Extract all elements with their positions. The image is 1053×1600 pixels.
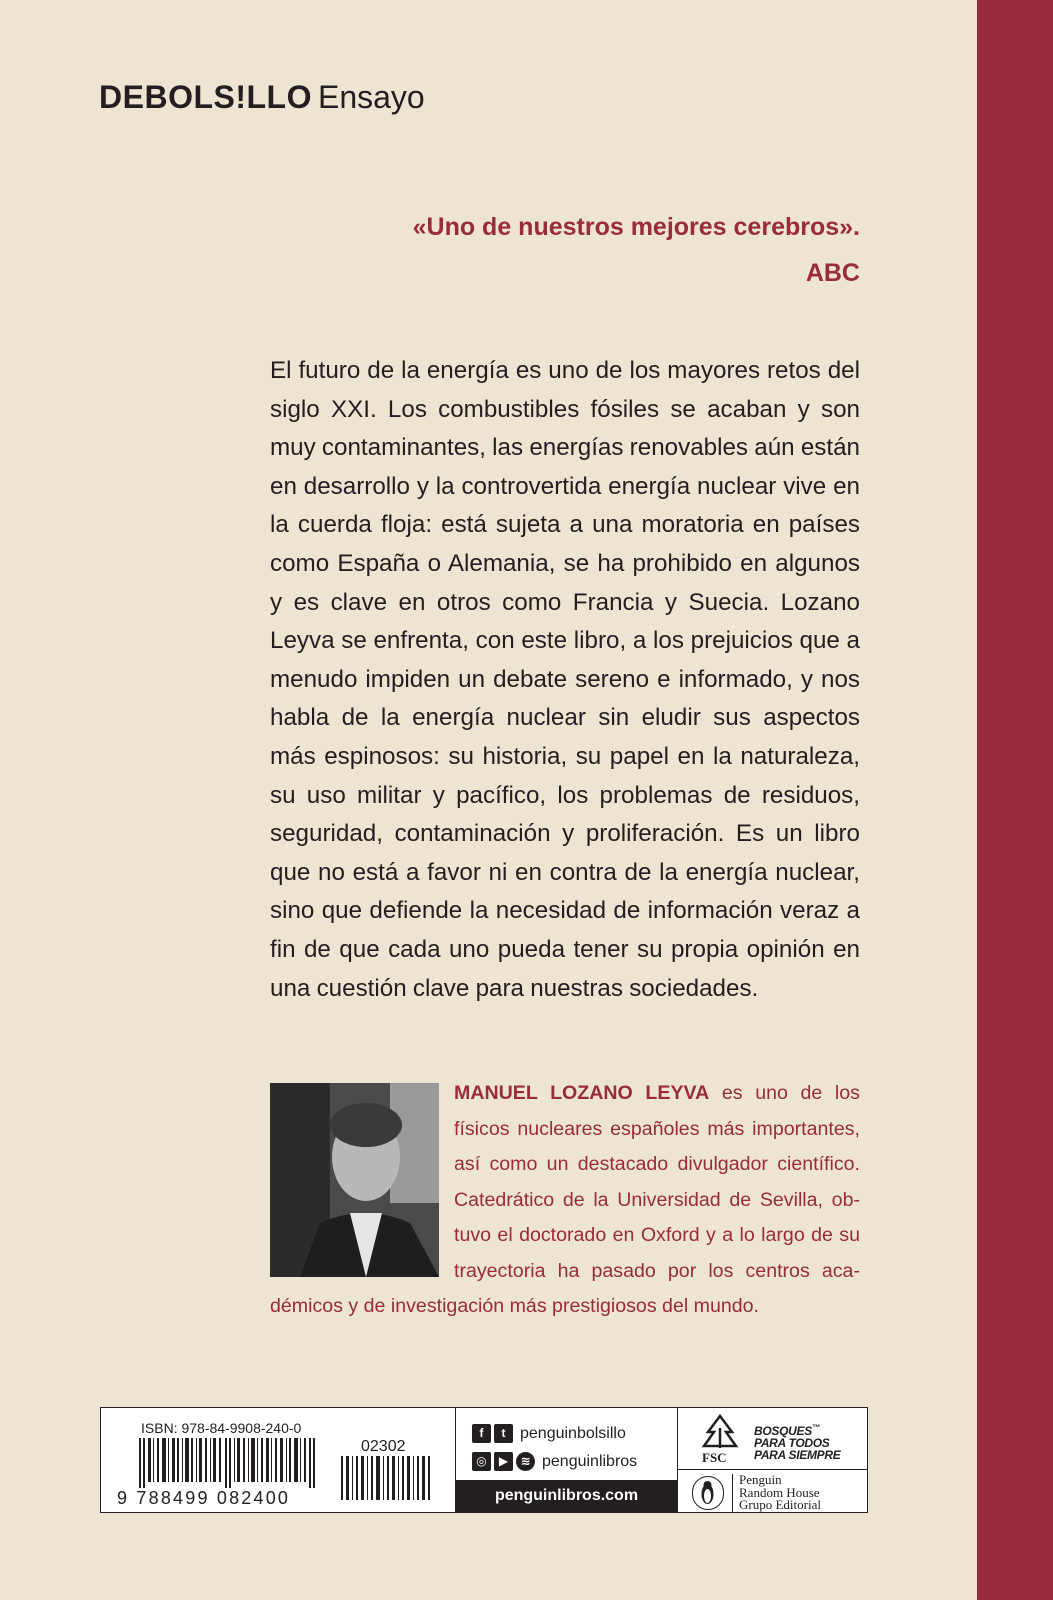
prh-logo xyxy=(678,1470,867,1514)
facebook-icon[interactable]: f xyxy=(472,1424,491,1443)
prh-line-3: Grupo Editorial xyxy=(739,1497,821,1512)
handle-penguinbolsillo[interactable]: penguinbolsillo xyxy=(520,1424,626,1442)
publisher-brand xyxy=(99,78,425,116)
prh-wordmark xyxy=(732,1474,821,1512)
barcode-main xyxy=(139,1438,339,1488)
quote-source: ABC xyxy=(805,259,860,287)
book-blurb: El futuro de la energía es uno de los mayores retos del siglo XXI. Los combustibles fósiles se acaban y son muy contaminantes, las energías renovables aún están en desarrollo y la controvertida energía nuclear vive en la cuerda floja: está sujeta a una moratoria en países como España o Alemania, se ha prohibido en algunos y es clave en otros como Francia y Suecia. Lozano Leyva se enfrenta, con este libro, a los prejuicios que a menudo impiden un debate sereno e informado, y nos habla de la energía nuclear sin eludir sus aspectos más espinosos: su historia, su papel en la naturaleza, su uso militar y pacífico, los problemas de residuos, seguridad, contaminación y proliferación. Es un libro que no está a favor ni en contra de la energía nuclear, sino que defiende la necesidad de información veraz a fin de que cada uno pueda tener su propia opinión en una cuestión clave para nuestras sociedades. xyxy=(270,357,860,1002)
fsc-slogan-line-3: PARA SIEMPRE xyxy=(754,1448,841,1462)
author-bio-text: es uno de los físicos nucleares españoles más importantes, así como un destacado divulgador científico. Catedrático de la Universidad de Sevilla, obtuvo el doctorado en Oxford y a lo largo de su trayectoria ha pasado por los centros académicos y de investigación más prestigiosos del mundo. xyxy=(270,1082,860,1317)
author-name: MANUEL LOZANO LEYVA xyxy=(454,1082,710,1104)
press-quote xyxy=(260,204,860,296)
trademark-symbol: ™ xyxy=(811,1423,820,1432)
ean-number: 9 788499 082400 xyxy=(117,1488,291,1508)
prh-line-1: Penguin xyxy=(739,1472,782,1487)
fsc-logo xyxy=(678,1408,867,1470)
info-box xyxy=(100,1407,868,1513)
series-label: Ensayo xyxy=(317,79,425,115)
social-panel xyxy=(456,1408,678,1512)
handle-penguinlibros[interactable]: penguinlibros xyxy=(542,1452,638,1470)
social-row-libros xyxy=(472,1452,637,1471)
author-bio xyxy=(270,1076,860,1325)
website-link[interactable]: penguinlibros.com xyxy=(456,1480,677,1512)
barcode-addon xyxy=(341,1456,441,1500)
logos-panel xyxy=(678,1408,867,1512)
spotify-icon[interactable]: ≋ xyxy=(516,1452,535,1471)
youtube-icon[interactable]: ▶ xyxy=(494,1452,513,1471)
fsc-slogan xyxy=(754,1422,840,1461)
barcode-panel xyxy=(101,1408,456,1512)
fsc-tree-icon xyxy=(698,1414,742,1455)
penguin-icon xyxy=(692,1476,724,1510)
barcode-addon-number: 02302 xyxy=(361,1438,406,1455)
social-row-bolsillo xyxy=(472,1424,626,1443)
isbn: ISBN: 978-84-9908-240-0 xyxy=(141,1420,302,1436)
spine-band xyxy=(977,0,1053,1600)
prh-line-2: Random House xyxy=(739,1484,820,1500)
fsc-slogan-line-2: PARA TODOS xyxy=(754,1436,830,1450)
twitter-icon[interactable]: t xyxy=(494,1424,513,1443)
fsc-slogan-line-1: BOSQUES xyxy=(754,1424,812,1438)
publisher-logo: DEBOLS!LLO xyxy=(99,79,312,115)
instagram-icon[interactable]: ◎ xyxy=(472,1452,491,1471)
fsc-label: FSC xyxy=(702,1450,727,1465)
quote-text: «Uno de nuestros mejores cerebros». xyxy=(412,213,860,241)
